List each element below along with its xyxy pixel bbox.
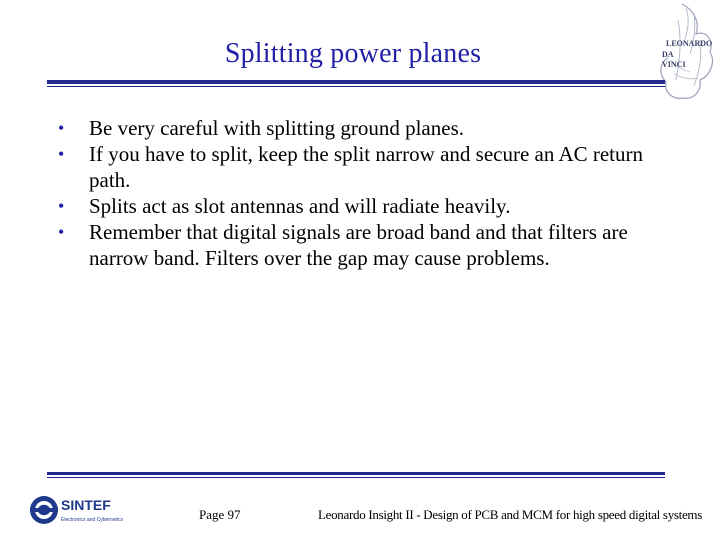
logo-line-1: LEONARDO	[666, 39, 713, 48]
bullet-text: If you have to split, keep the split narrow and secure an AC return path.	[89, 142, 644, 192]
title-divider	[47, 80, 665, 84]
footer-divider-thin	[47, 477, 665, 478]
bullet-text: Be very careful with splitting ground planes.	[89, 116, 464, 140]
bullet-icon: •	[58, 196, 65, 216]
bullet-list	[56, 115, 686, 271]
leonardo-da-vinci-logo-icon	[650, 0, 718, 104]
bullet-text: Remember that digital signals are broad band and that filters are narrow band. Filters over the gap may cause problems.	[89, 220, 628, 270]
page-number: Page 97	[199, 507, 241, 522]
title-divider-thin	[47, 86, 665, 87]
logo-line-3: VINCI	[662, 60, 686, 69]
bullet-icon: •	[58, 222, 65, 242]
footer-divider	[47, 472, 665, 475]
bullet-text: Splits act as slot antennas and will radiate heavily.	[89, 194, 511, 218]
bullet-item	[56, 141, 686, 193]
footer-text: Leonardo Insight II - Design of PCB and MCM for high speed digital systems	[318, 507, 703, 522]
bullet-icon: •	[58, 118, 65, 138]
bullet-item	[56, 219, 686, 271]
bullet-icon: •	[58, 144, 65, 164]
bullet-item	[56, 193, 686, 219]
sintef-logo-icon	[28, 492, 160, 528]
logo-line-2: DA	[662, 50, 674, 59]
sintef-name: SINTEF	[61, 497, 111, 513]
bullet-item	[56, 115, 686, 141]
slide-title: Splitting power planes	[224, 38, 482, 69]
sintef-tagline: Electronics and Cybernetics	[61, 517, 123, 523]
